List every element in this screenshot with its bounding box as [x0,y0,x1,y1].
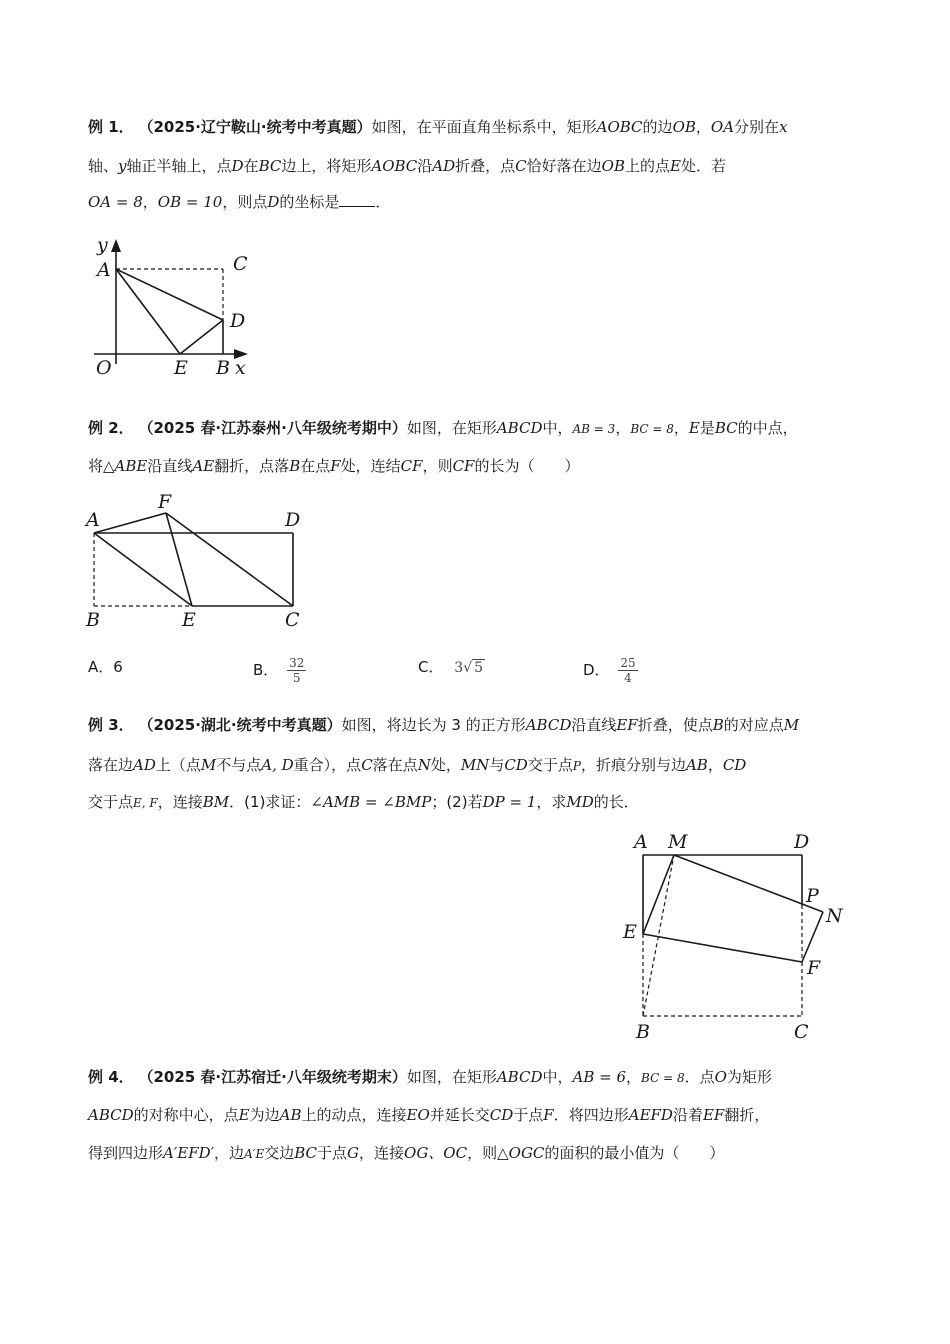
ex2-math-ab: AB = 3 [572,422,616,436]
ex1-head: 例 1． [88,118,134,136]
ex4-math-ae-prime: A′E [244,1147,265,1161]
ex3-text: ， [707,756,723,774]
ex3-line-3 [88,791,639,814]
ex2-math-abcd: ABCD [496,419,543,437]
ex3-text: ；(2)若 [431,793,483,811]
ex2-math-b: B [289,457,301,475]
option-b-label: B． [253,661,279,679]
label-b: B [216,357,230,379]
ex3-math-cd: CD [504,756,528,774]
ex4-math-abcd: ABCD [88,1106,134,1124]
ex3-text: 交于点 [527,756,573,774]
ex4-text: ， [626,1068,642,1086]
label-f: F [158,491,172,513]
ex2-text: 在点 [300,457,331,475]
ex4-text: 得到四边形 [88,1144,164,1162]
ex4-head: 例 4． [88,1068,134,1086]
ex2-text: 处，连结 [340,457,401,475]
ex1-text: 轴、 [88,157,119,175]
ex1-text: 的边 [642,118,673,136]
answer-blank [339,192,375,207]
ex3-text: 不与点 [216,756,262,774]
ex1-line-2 [88,155,726,177]
ex4-line-1 [88,1066,772,1089]
label-e: E [182,609,196,631]
ex2-line-2 [88,455,579,477]
ex1-text: 边上，将矩形 [281,157,372,175]
ex2-text: 翻折，点落 [214,457,290,475]
ex4-line-2 [88,1104,769,1126]
ex3-math-n: N [417,756,431,774]
ex1-math-d: D [267,193,280,211]
ex4-math-eo: EO [406,1106,430,1124]
ex4-text: 于点 [317,1144,348,1162]
ex2-math-ae: AE [192,457,215,475]
y-axis-arrow [111,239,121,252]
ex2-text: 沿直线 [147,457,193,475]
ex1-math-y: y [118,157,127,175]
label-a: A [634,831,648,853]
option-d-fraction [618,656,637,685]
radical-coefficient: 3 [454,660,464,676]
ex4-line-3 [88,1142,724,1165]
ex3-math-b: B [712,716,724,734]
ex3-text: 上（点 [155,756,201,774]
ex4-text: ，连接 [359,1144,405,1162]
ex1-text: 在 [243,157,259,175]
ex4-text: 中， [542,1068,573,1086]
ex2-text: 是 [699,419,715,437]
segment-nf [802,912,823,962]
ex1-text: 的坐标是 [279,193,340,211]
fraction-denominator: 4 [624,671,632,685]
ex1-text: 恰好落在边 [526,157,602,175]
ex2-text: 的中点， [737,419,798,437]
ex2-math-cf: CF [400,457,423,475]
ex3-math-mn: MN [460,756,490,774]
segment-me [643,855,674,934]
ex4-math-aefd: AEFD [628,1106,673,1124]
ex4-math-e: E [238,1106,250,1124]
ex2-math-cf: CF [452,457,475,475]
segment-ae [94,533,192,606]
ex3-text: ，求 [536,793,567,811]
ex1-math-x: x [779,118,788,136]
label-d: D [230,310,246,332]
label-b: B [86,609,100,631]
ex1-math-oa: OA [710,118,735,136]
option-d[interactable] [583,656,638,685]
ex4-math-f: F [543,1106,554,1124]
ex3-math-ef: EF [616,716,638,734]
fraction-denominator: 5 [292,671,301,685]
fraction-numerator: 25 [620,656,636,670]
ex3-math-ef-points: E, F [133,796,158,810]
ex3-text: ，折痕分别与边 [580,756,686,774]
segment-mn [674,855,823,912]
option-a[interactable] [88,656,123,678]
radicand: 5 [474,660,484,676]
ex3-math-ab: AB [685,756,708,774]
ex3-text: 重合），点 [293,756,362,774]
label-e: E [174,357,188,379]
ex1-source: （2025·辽宁鞍山·统考中考真题） [138,118,372,136]
ex1-line-1 [88,116,788,138]
segment-fc [166,513,293,606]
ex3-text: 落在边 [88,756,134,774]
ex2-source: （2025 春·江苏泰州·八年级统考期中） [138,419,407,437]
ex4-text: 为边 [249,1106,280,1124]
ex4-text: 的对称中心，点 [133,1106,239,1124]
ex4-text: 于点 [513,1106,544,1124]
label-x: x [235,357,246,379]
ex1-text: 分别在 [734,118,780,136]
option-d-label: D． [583,661,610,679]
ex3-math-c: C [361,756,373,774]
ex3-text: 如图，将边长为 3 的正方形 [341,716,526,734]
ex4-math-ogc: △OGC [497,1144,545,1162]
option-c-radical: 3√ 5 [454,660,484,676]
ex2-text: 的长为（ ） [474,457,580,475]
ex1-math-ob10: OB = 10 [157,193,223,211]
ex3-text: 的长． [593,793,639,811]
label-o: O [96,357,112,379]
label-c: C [794,1021,809,1043]
ex3-math-cd: CD [722,756,747,774]
ex1-text: ， [142,193,158,211]
ex4-math-bc: BC [294,1144,318,1162]
option-b-fraction [287,656,306,685]
ex1-text: ，则点 [222,193,268,211]
ex2-line-1 [88,417,798,440]
segment-af [94,513,166,533]
ex4-text: 并延长交 [429,1106,490,1124]
ex2-text: ，则 [422,457,453,475]
ex4-text: ，边 [214,1144,245,1162]
ex4-source: （2025 春·江苏宿迁·八年级统考期末） [138,1068,407,1086]
ex3-text: ．(1)求证： [229,793,311,811]
ex2-text: ， [673,419,689,437]
option-b[interactable] [253,656,306,685]
ex3-math-p: P [572,759,581,773]
ex1-math-rect: AOBC [596,118,643,136]
ex3-head: 例 3． [88,716,134,734]
ex4-math-ef: EF [702,1106,725,1124]
ex1-math-oa8: OA = 8 [88,193,143,211]
ex4-math-aefd-prime: A′EFD′ [163,1144,215,1162]
ex1-math-rect: AOBC [371,157,418,175]
ex3-text: 落在点 [372,756,418,774]
ex1-text: ， [695,118,711,136]
ex3-math-angles: ∠AMB = ∠BMP [310,793,432,811]
segment-ed [180,320,223,354]
label-f: F [807,957,821,979]
ex1-text: 如图，在平面直角坐标系中，矩形 [371,118,597,136]
ex1-math-d: D [231,157,244,175]
ex2-text: ， [615,419,631,437]
ex2-head: 例 2． [88,419,134,437]
ex3-math-m: M [200,756,217,774]
ex4-math-ab: AB [279,1106,302,1124]
ex3-line-2 [88,754,746,777]
label-y: y [97,236,108,256]
ex2-math-tri: △ABE [103,457,148,475]
ex3-math-m: M [783,716,800,734]
ex3-math-bm: BM [202,793,230,811]
label-c: C [285,609,300,631]
ex4-math-bc: BC = 8 [641,1071,685,1085]
option-a-value: 6 [113,658,123,676]
ex4-text: ．点 [684,1068,715,1086]
label-a: A [86,509,100,531]
ex2-math-bc: BC = 8 [630,422,674,436]
option-c[interactable] [418,656,485,679]
label-p: P [806,885,819,907]
ex2-math-bc: BC [714,419,738,437]
ex4-text: ．将四边形 [553,1106,629,1124]
ex4-math-abcd: ABCD [496,1068,543,1086]
ex2-figure [84,488,314,634]
ex1-math-ob: OB [672,118,696,136]
label-d: D [285,509,301,531]
ex2-math-f: F [330,457,341,475]
ex1-math-c: C [515,157,527,175]
label-c: C [233,253,248,275]
ex1-text: 沿 [417,157,433,175]
ex1-figure [88,236,258,382]
ex3-math-ad-points: A, D [261,756,294,774]
ex1-math-e: E [670,157,681,175]
segment-ef [643,934,802,962]
label-e: E [623,921,637,943]
ex4-text: ，则 [467,1144,498,1162]
ex3-figure [618,824,858,1046]
ex1-line-3 [88,191,390,213]
ex3-text: 与 [489,756,505,774]
ex4-text: 交边 [264,1144,295,1162]
ex1-math-ob: OB [601,157,625,175]
ex4-text: 沿着 [672,1106,703,1124]
ex3-text: 沿直线 [571,716,617,734]
ex3-text: 交于点 [88,793,134,811]
label-b: B [636,1021,650,1043]
ex3-source: （2025·湖北·统考中考真题） [138,716,342,734]
ex1-text: 折叠，点 [455,157,516,175]
ex1-math-bc: BC [258,157,282,175]
ex1-text: 上的点 [625,157,671,175]
segment-ad [116,269,223,320]
ex3-text: 处， [430,756,461,774]
ex4-math-ab: AB = 6 [572,1068,627,1086]
ex4-math-cd: CD [489,1106,514,1124]
ex3-text: 的对应点 [723,716,784,734]
ex1-math-ad: AD [432,157,456,175]
ex4-text: 翻折， [724,1106,770,1124]
ex2-text: 如图，在矩形 [406,419,497,437]
ex2-math-e: E [688,419,700,437]
segment-ae [116,269,180,354]
ex3-math-md: MD [566,793,594,811]
ex1-text: 轴正半轴上，点 [126,157,232,175]
option-a-label: A． [88,658,114,676]
ex1-text: ． [375,193,391,211]
ex4-math-o: O [714,1068,727,1086]
ex3-text: ，连接 [157,793,203,811]
ex4-text: 的面积的最小值为（ ） [544,1144,725,1162]
label-m: M [668,831,688,853]
ex1-text: 处．若 [680,157,726,175]
ex3-line-1 [88,714,799,736]
option-c-label: C． [418,658,444,676]
ex4-text: 如图，在矩形 [406,1068,497,1086]
ex2-text: 中， [542,419,573,437]
ex3-text: 折叠，使点 [637,716,713,734]
ex4-math-g: G [347,1144,360,1162]
label-d: D [794,831,810,853]
ex4-text: 上的动点，连接 [301,1106,407,1124]
ex3-math-dp: DP = 1 [482,793,537,811]
ex4-text: 为矩形 [726,1068,772,1086]
ex4-math-og-oc: OG、OC [404,1144,468,1162]
ex2-text: 将 [88,457,104,475]
ex3-math-ad: AD [133,756,156,774]
label-a: A [97,259,111,281]
label-n: N [826,905,843,927]
fraction-numerator: 32 [289,656,305,670]
segment-fe [166,513,192,606]
ex3-math-abcd: ABCD [525,716,572,734]
